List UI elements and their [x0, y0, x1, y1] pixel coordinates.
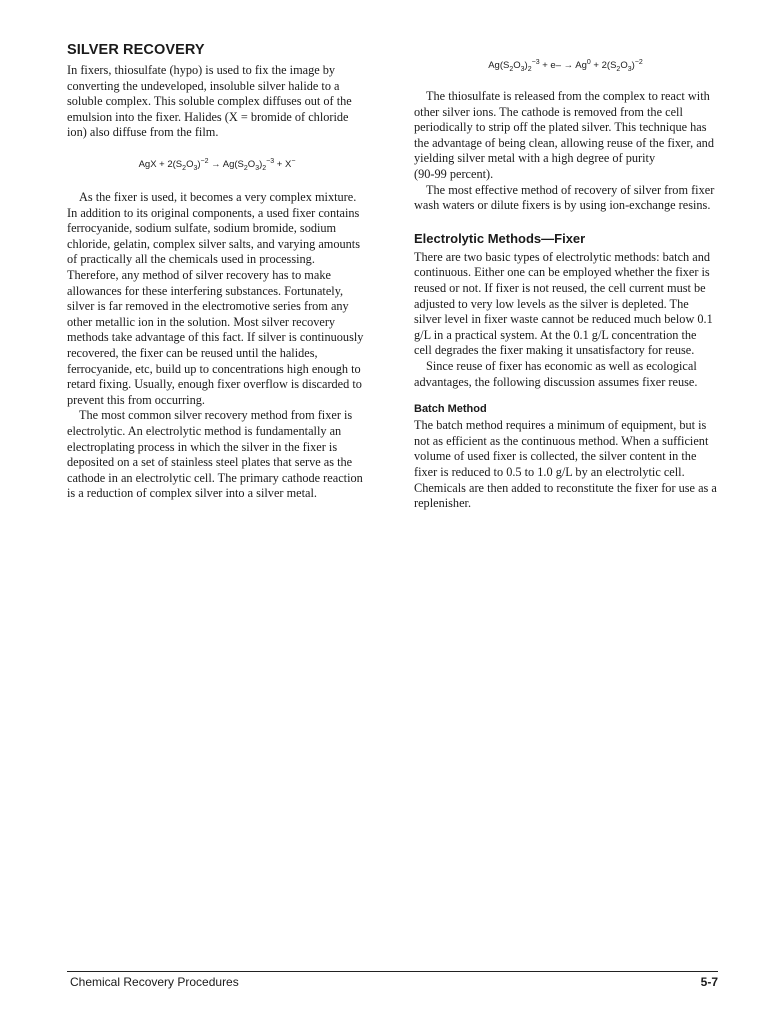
left-column: [67, 40, 367, 502]
heading-electrolytic-methods: Electrolytic Methods—Fixer: [414, 230, 586, 246]
paragraph-batch-method: The batch method requires a minimum of equipment, but is not as efficient as the continuous method. When a sufficient volume of used fixer is collected, the silver content in the fixer is reduced to 0.5 to 1.0 g/L by an electrolytic cell. Chemicals are then added to reconstitute the fixer for use as a replenisher.: [414, 418, 717, 511]
paragraph-ion-exchange: The most effective method of recovery of silver from fixer wash waters or dilute fixers is by using ion-exchange resins.: [414, 182, 715, 213]
paragraph-batch-continuous: There are two basic types of electrolytic methods: batch and continuous. Either one can be employed whether the fixer is reused or not. If fixer is not reused, the cell current must be adjusted to very low levels as the silver is depleted. The silver level in fixer waste cannot be reduced much below 0.1 g/L in a practical system. At the 0.1 g/L concentration the cell degrades the fixer making it unsatisfactory for reuse.: [414, 249, 713, 358]
footer-chapter-title: Chemical Recovery Procedures: [70, 975, 239, 989]
heading-batch-method: Batch Method: [414, 403, 487, 416]
footer-divider: [67, 971, 718, 972]
equation-cathode-reaction: $Ag(S_2O_3)_2^{-3} + e- \to Ag^0 + 2(S_2O_3)^{-2}$: [488, 59, 643, 74]
paragraph-fixers-thiosulfate: In fixers, thiosulfate (hypo) is used to fix the image by converting the undeveloped, insoluble silver halide to a soluble complex. This soluble complex diffuses out of the emulsion into the fixer. Halides (X = bromide of chloride ion) also diffuse from the film.: [67, 63, 352, 140]
equation-silver-halide: AgX + $2(S_2O_3)^{-2} \to Ag(S_2O_3)_2^{-3} + X^-$: [138, 157, 296, 173]
section-title: SILVER RECOVERY: [67, 42, 205, 58]
paragraph-electrolytic: The most common silver recovery method from fixer is electrolytic. An electrolytic method is fundamentally an electroplating process in which the silver in the fixer is deposited on a set of stainless steel plates that serve as the cathode in an electrolytic cell. The primary cathode reaction is a reduction of complex silver into a silver metal.: [67, 408, 363, 501]
paragraph-thiosulfate-released: The thiosulfate is released from the complex to react with other silver ions. The cathode is removed from the cell periodically to strip off the plated silver. This technique has the advantage of being clean, allowing reuse of the fixer, and yielding silver metal with a high degree of purity: [414, 89, 714, 166]
paragraph-used-fixer: As the fixer is used, it becomes a very complex mixture. In addition to its original components, a used fixer contains ferrocyanide, sodium sulfate, sodium bromide, sodium chloride, gelatin, complex silver salts, and varying amounts of practically all the chemicals used in processing. Therefore, any method of silver recovery has to make allowances for these interfering substances. Fortunately, silver is far removed in the electromotive series from any other metallic ion in the solution. Most silver recovery methods take advantage of this fact. If silver is continuously recovered, the fixer can be reused until the halides, ferrocyanide, etc, build up to concentrations high enough to retard fixing. Usually, enough fixer overflow is discarded to prevent this from occurring.: [67, 190, 364, 407]
paragraph-purity: (90-99 percent).: [414, 167, 494, 182]
footer-page-number: 5-7: [700, 975, 718, 989]
paragraph-fixer-reuse: Since reuse of fixer has economic as well as ecological advantages, the following discussion assumes fixer reuse.: [414, 358, 698, 389]
right-column: [414, 40, 717, 512]
